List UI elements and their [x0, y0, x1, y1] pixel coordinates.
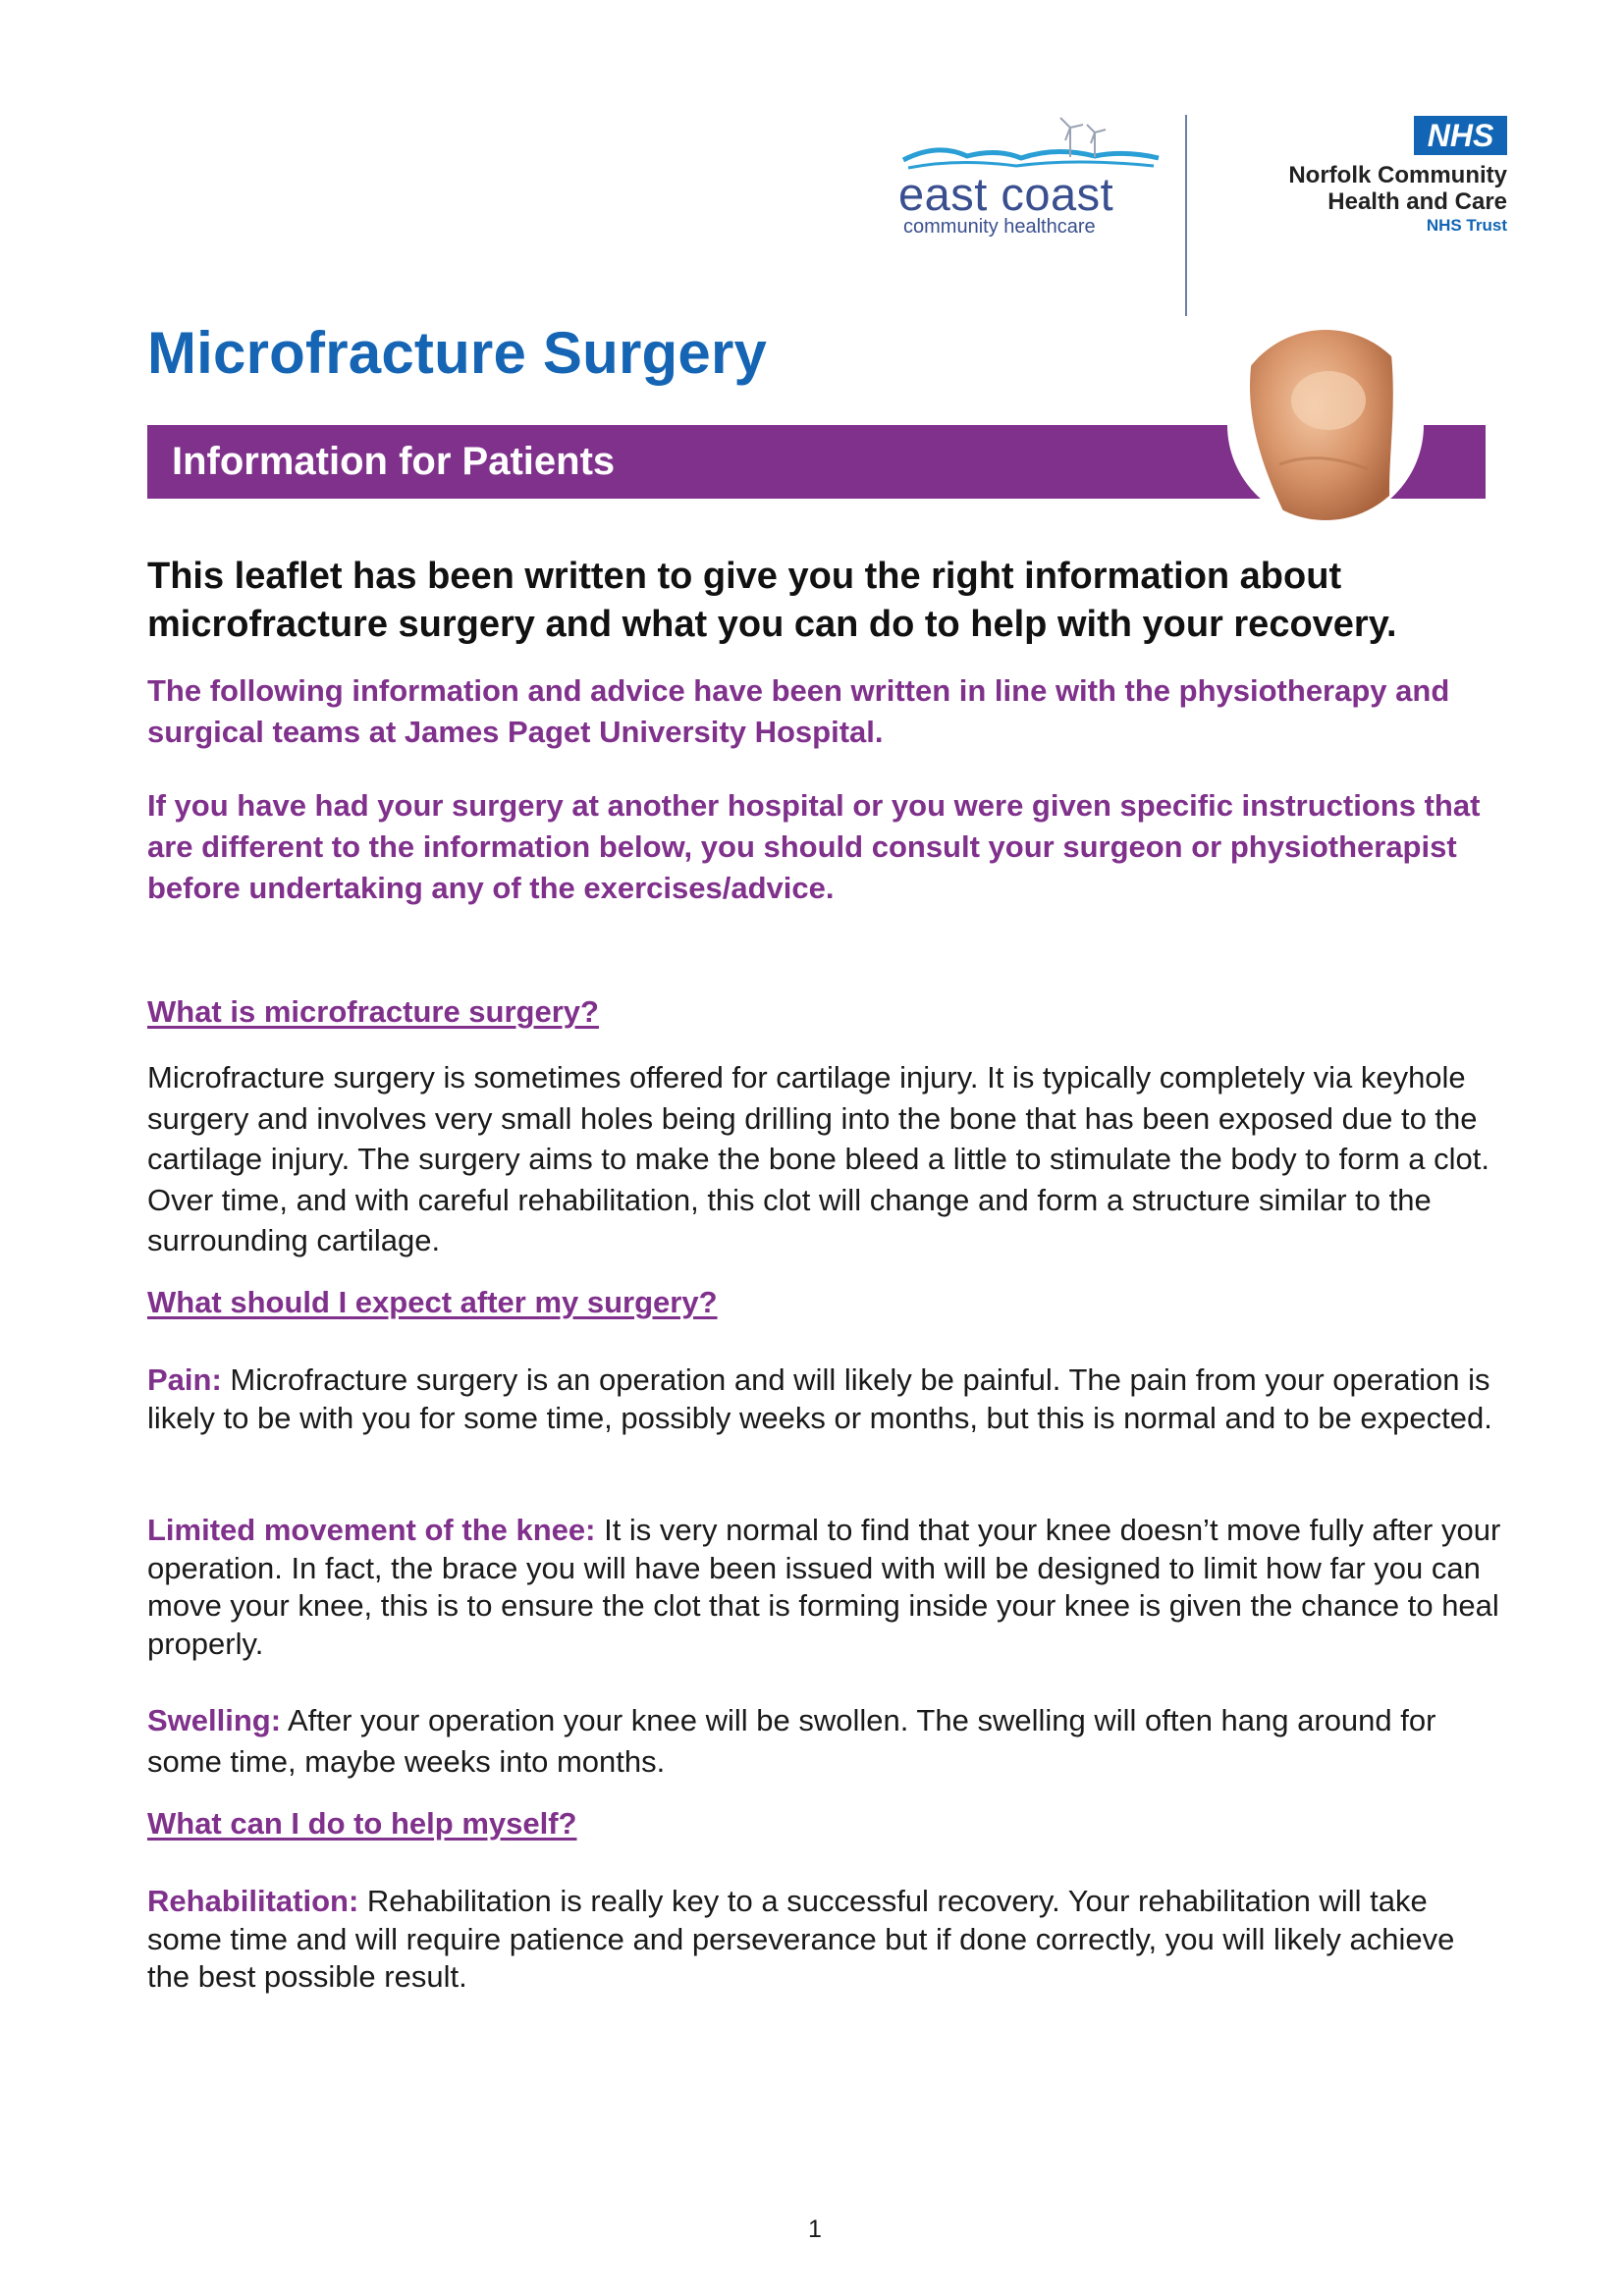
rehab-paragraph — [147, 1883, 1502, 1997]
nhs-org-name-line3: NHS Trust — [1426, 216, 1507, 235]
east-coast-name: east coast — [898, 168, 1114, 220]
knee-image — [1220, 327, 1432, 523]
movement-paragraph — [147, 1512, 1502, 1663]
page-title: Microfracture Surgery — [147, 320, 768, 386]
header-logos — [854, 83, 1542, 280]
info-note-1: The following information and advice have been written in line with the physiotherapy and surgical teams at James Paget University Hospital. — [147, 673, 1450, 749]
east-coast-tagline: community healthcare — [903, 216, 1096, 238]
page-number: 1 — [808, 2216, 822, 2243]
swelling-text: After your operation your knee will be swollen. The swelling will often hang around for some time, maybe weeks into months. — [147, 1703, 1436, 1779]
pain-label: Pain: — [147, 1362, 222, 1397]
heading-help: What can I do to help myself? — [147, 1806, 577, 1841]
heading-what-is: What is microfracture surgery? — [147, 994, 599, 1029]
swelling-label: Swelling: — [147, 1703, 282, 1737]
swelling-paragraph — [147, 1700, 1502, 1782]
what-is-body: Microfracture surgery is sometimes offered for cartilage injury. It is typically completely via keyhole surgery and involves very small holes being drilling into the bone that has been exposed due to the cartilage injury. The surgery aims to make the bone bleed a little to stimulate the body to form a clot. Over time, and with careful rehabilitation, this clot will change and form a structure similar to the surrounding cartilage. — [147, 1060, 1489, 1257]
nhs-org-name-line2: Health and Care — [1327, 188, 1507, 215]
info-note-2: If you have had your surgery at another hospital or you were given specific instructions that are different to the information below, you should consult your surgeon or physiotherapist before undertaking any of the exercises/advice. — [147, 788, 1481, 905]
pain-paragraph — [147, 1362, 1502, 1437]
movement-label: Limited movement of the knee: — [147, 1513, 596, 1547]
heading-expect: What should I expect after my surgery? — [147, 1285, 718, 1319]
pain-text: Microfracture surgery is an operation and will likely be painful. The pain from your operation is likely to be with you for some time, possibly weeks or months, but this is normal and to be expected. — [147, 1362, 1492, 1435]
east-coast-logo-graphic — [898, 113, 1164, 172]
nhs-org-name-line1: Norfolk Community — [1288, 162, 1507, 188]
movement-text: It is very normal to find that your knee doesn’t move fully after your operation. In fact, the brace you will have been issued with will be designed to limit how far you can move your knee, this is to ensure the clot that is forming inside your knee is given the chance to heal properly. — [147, 1513, 1501, 1661]
banner-title: Information for Patients — [172, 440, 616, 483]
intro-text: This leaflet has been written to give you the right information about microfracture surgery and what you can do to help with your recovery. — [147, 556, 1397, 645]
rehab-text: Rehabilitation is really key to a successful recovery. Your rehabilitation will take some time and will require patience and perseverance but if done correctly, you will likely achieve the best possible result. — [147, 1884, 1455, 1994]
nhs-logo: NHS — [1414, 116, 1507, 155]
logo-divider — [1185, 115, 1187, 316]
rehab-label: Rehabilitation: — [147, 1884, 359, 1918]
